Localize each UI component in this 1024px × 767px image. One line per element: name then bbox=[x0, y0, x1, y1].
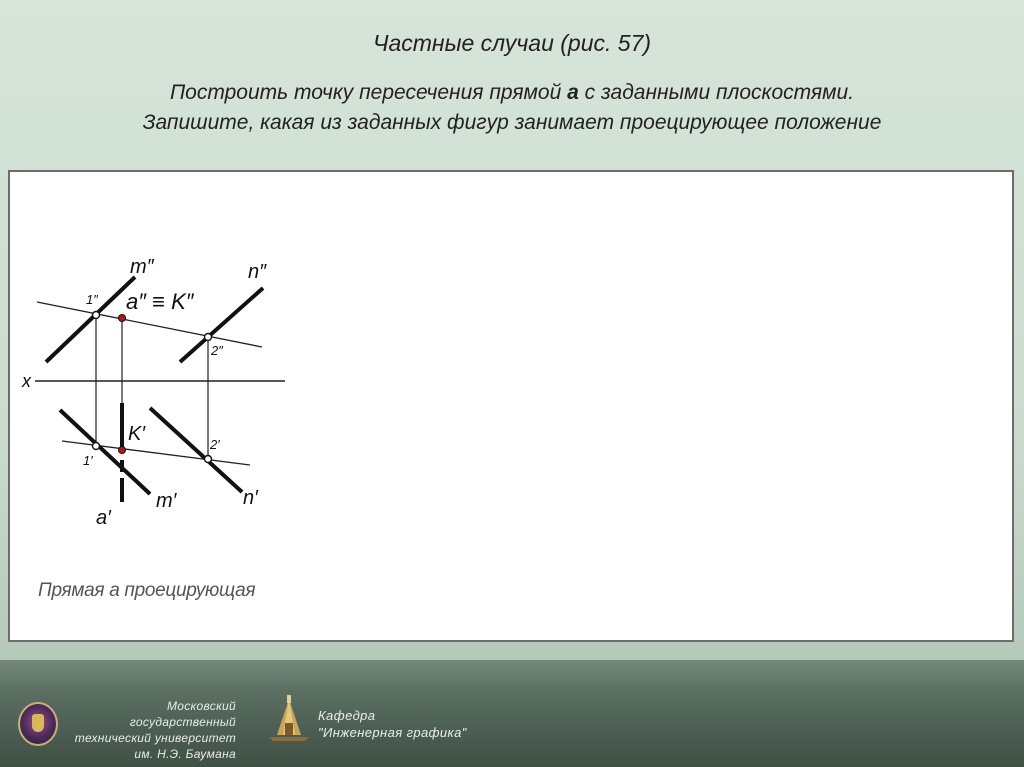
task-text bbox=[40, 78, 984, 138]
footer bbox=[0, 660, 1024, 767]
label-1-top: 1′ bbox=[83, 453, 93, 468]
label-1-front: 1″ bbox=[86, 292, 98, 307]
university-name bbox=[58, 698, 236, 762]
label-2-top: 2′ bbox=[210, 437, 220, 452]
tower-emblem-icon bbox=[265, 693, 313, 743]
task-line-2: Запишите, какая из заданных фигур занимает проецирующее положение bbox=[142, 111, 882, 134]
point-k-front bbox=[119, 315, 126, 322]
label-a1: a′ bbox=[96, 507, 111, 529]
label-x-axis: x bbox=[22, 371, 31, 391]
label-2-front: 2″ bbox=[211, 343, 223, 358]
projection-drawing bbox=[10, 172, 1012, 640]
label-m2: m″ bbox=[130, 256, 154, 278]
slide-title: Частные случаи (рис. 57) bbox=[372, 30, 652, 56]
drawing-panel bbox=[8, 170, 1014, 642]
trace-n-top bbox=[150, 408, 242, 492]
label-n2: n″ bbox=[248, 261, 267, 283]
label-a2-k2: a″ ≡ K″ bbox=[126, 289, 194, 314]
point-k-top bbox=[119, 447, 126, 454]
university-line-3: им. Н.Э. Баумана bbox=[134, 747, 236, 761]
department-name bbox=[318, 707, 467, 741]
department-line-1: Кафедра bbox=[318, 708, 376, 723]
task-line-1-end: с заданными плоскостями. bbox=[578, 81, 855, 104]
point-1-front bbox=[93, 312, 100, 319]
label-n1: n′ bbox=[243, 487, 258, 509]
point-2-top bbox=[205, 456, 212, 463]
university-emblem-icon bbox=[18, 702, 58, 746]
label-k1: K′ bbox=[128, 423, 146, 445]
university-line-1: Московский государственный bbox=[129, 699, 236, 729]
task-line-1-start: Построить точку пересечения прямой bbox=[169, 81, 568, 104]
label-m1: m′ bbox=[156, 490, 177, 512]
department-line-2: "Инженерная графика" bbox=[318, 725, 467, 740]
task-line-1 bbox=[40, 78, 984, 108]
answer-text: Прямая а проецирующая bbox=[38, 580, 256, 601]
line-a-name: а bbox=[567, 81, 579, 104]
university-line-2: технический университет bbox=[74, 731, 236, 745]
point-2-front bbox=[205, 334, 212, 341]
point-1-top bbox=[93, 443, 100, 450]
